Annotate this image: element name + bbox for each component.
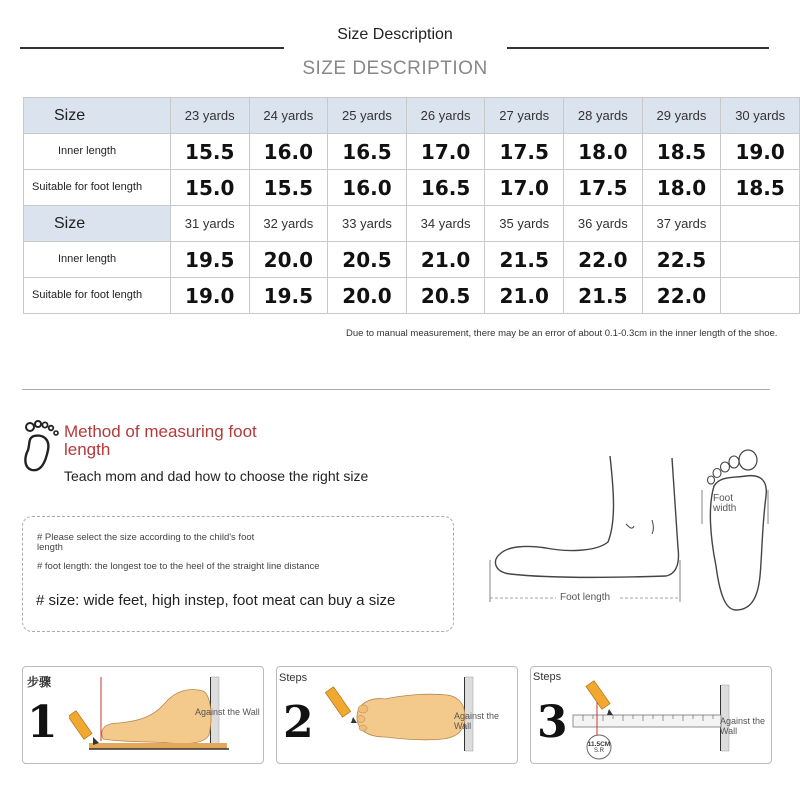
inner-length-cell: 22.5 <box>642 242 721 278</box>
ruler-reading: 11.5CM <box>587 741 611 748</box>
suitable-cell: 15.5 <box>249 170 328 206</box>
step-number: 3 <box>537 697 568 748</box>
size-row-label: Size <box>24 98 171 134</box>
ruler-reading-sub: S.R <box>593 748 604 754</box>
suitable-cell: 21.0 <box>485 278 564 314</box>
measurement-note: Due to manual measurement, there may be an error of about 0.1-0.3cm in the inner length of the shoe. <box>346 328 778 339</box>
suitable-cell: 19.5 <box>249 278 328 314</box>
suitable-cell: 18.0 <box>642 170 721 206</box>
size-cell: 28 yards <box>564 98 643 134</box>
size-row-label: Size <box>24 206 171 242</box>
suitable-cell: 16.0 <box>328 170 407 206</box>
suitable-cell: 21.5 <box>564 278 643 314</box>
size-cell: 27 yards <box>485 98 564 134</box>
foot-sole-illustration <box>696 446 776 616</box>
page-title: Size Description <box>337 26 453 43</box>
suitable-cell: 16.5 <box>406 170 485 206</box>
method-title: Method of measuring foot length <box>64 422 257 459</box>
size-cell: 35 yards <box>485 206 564 242</box>
size-cell: 26 yards <box>406 98 485 134</box>
inner-length-cell: 17.5 <box>485 134 564 170</box>
suitable-row <box>24 170 800 206</box>
footprint-icon <box>20 420 62 476</box>
size-cell: 25 yards <box>328 98 407 134</box>
suitable-cell: 20.5 <box>406 278 485 314</box>
inner-length-cell: 19.5 <box>170 242 249 278</box>
inner-length-cell: 20.5 <box>328 242 407 278</box>
method-subtitle: Teach mom and dad how to choose the right size <box>64 468 369 484</box>
suitable-cell: 20.0 <box>328 278 407 314</box>
foot-width-label: Foot width <box>713 493 737 514</box>
suitable-cell: 15.0 <box>170 170 249 206</box>
inner-length-cell: 21.0 <box>406 242 485 278</box>
step-panel-2 <box>276 666 518 764</box>
inner-length-cell: 21.5 <box>485 242 564 278</box>
inner-length-cell: 16.0 <box>249 134 328 170</box>
suitable-cell <box>721 278 800 314</box>
suitable-row <box>24 278 800 314</box>
tip-text: # size: wide feet, high instep, foot meat can buy a size <box>36 592 396 609</box>
size-cell: 31 yards <box>170 206 249 242</box>
inner-length-cell: 16.5 <box>328 134 407 170</box>
tip-text: # foot length: the longest toe to the heel of the straight line distance <box>37 561 320 572</box>
header-rule-left <box>20 47 284 49</box>
foot-side-illustration <box>486 452 686 604</box>
inner-length-cell: 22.0 <box>564 242 643 278</box>
inner-length-cell: 19.0 <box>721 134 800 170</box>
suitable-cell: 17.5 <box>564 170 643 206</box>
size-cell: 24 yards <box>249 98 328 134</box>
size-cell: 29 yards <box>642 98 721 134</box>
inner-length-label: Inner length <box>24 134 171 170</box>
suitable-cell: 19.0 <box>170 278 249 314</box>
inner-length-label: Inner length <box>24 242 171 278</box>
step-label: 步骤 <box>27 675 52 689</box>
suitable-cell: 17.0 <box>485 170 564 206</box>
suitable-label: Suitable for foot length <box>24 278 171 314</box>
wall-label: Against the Wall <box>720 716 766 736</box>
size-cell: 23 yards <box>170 98 249 134</box>
step-number: 2 <box>283 697 314 748</box>
step-3-illustration <box>531 667 771 763</box>
size-table <box>23 97 800 314</box>
page-subtitle: SIZE DESCRIPTION <box>302 58 488 79</box>
size-cell: 34 yards <box>406 206 485 242</box>
inner-length-cell: 20.0 <box>249 242 328 278</box>
section-divider <box>22 389 770 390</box>
suitable-cell: 18.5 <box>721 170 800 206</box>
wall-label: Against the Wall <box>195 707 260 717</box>
size-cell: 37 yards <box>642 206 721 242</box>
size-cell: 32 yards <box>249 206 328 242</box>
inner-length-cell: 17.0 <box>406 134 485 170</box>
pencil-icon <box>69 711 99 745</box>
step-panel-1 <box>22 666 264 764</box>
pencil-icon <box>325 687 357 723</box>
suitable-cell: 22.0 <box>642 278 721 314</box>
size-cell: 33 yards <box>328 206 407 242</box>
inner-length-cell: 18.5 <box>642 134 721 170</box>
inner-length-cell: 18.0 <box>564 134 643 170</box>
inner-length-cell: 15.5 <box>170 134 249 170</box>
suitable-label: Suitable for foot length <box>24 170 171 206</box>
size-cell: 36 yards <box>564 206 643 242</box>
inner-length-cell <box>721 242 800 278</box>
size-cell: 30 yards <box>721 98 800 134</box>
pencil-icon <box>586 681 613 715</box>
step-panel-3 <box>530 666 772 764</box>
header-rule-right <box>507 47 769 49</box>
size-cell <box>721 206 800 242</box>
inner-length-row <box>24 134 800 170</box>
step-label: Steps <box>279 672 308 684</box>
step-number: 1 <box>27 697 58 748</box>
size-row <box>24 98 800 134</box>
inner-length-row <box>24 242 800 278</box>
tip-text: # Please select the size according to the child's foot length <box>37 532 255 553</box>
step-label: Steps <box>533 671 562 683</box>
foot-length-label: Foot length <box>560 592 611 603</box>
size-row <box>24 206 800 242</box>
wall-label: Against the Wall <box>454 711 500 731</box>
